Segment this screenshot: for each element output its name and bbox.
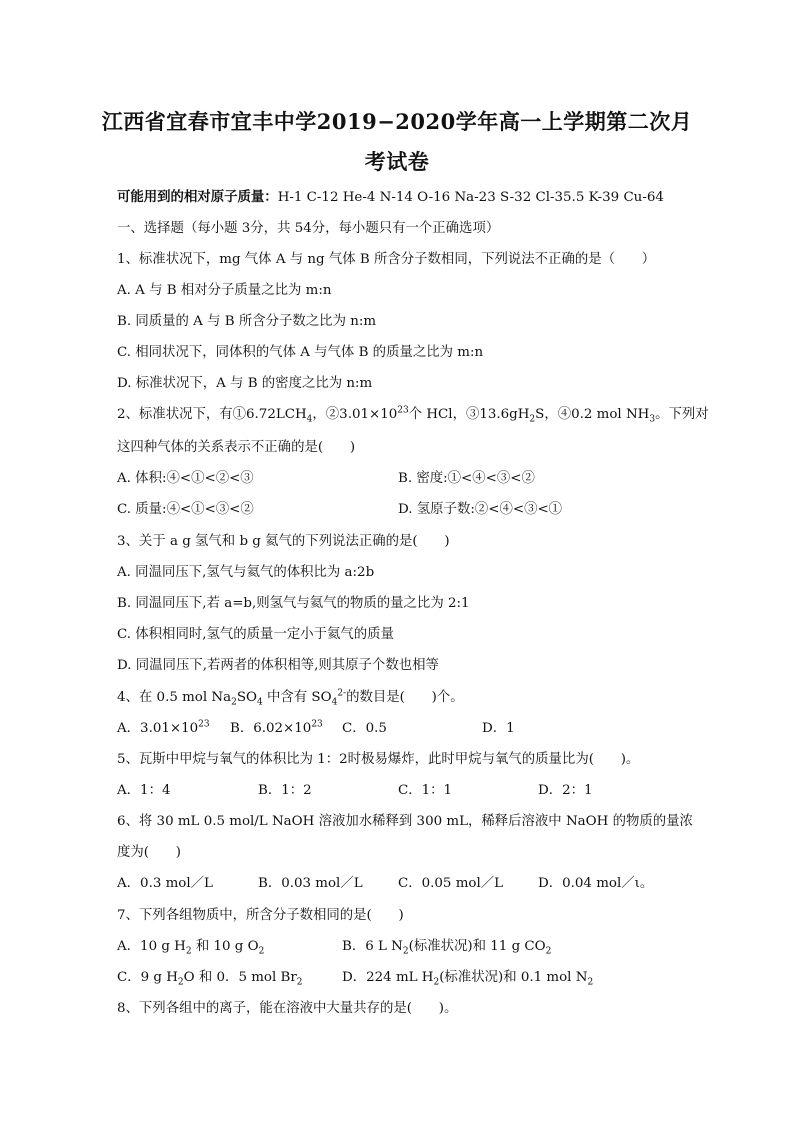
q7-subscript: 2 xyxy=(587,977,594,988)
q3-option-c: C. 体积相同时,氢气的质量一定小于氦气的质量 xyxy=(117,627,394,642)
q6-option-b: B．0.03 mol／L xyxy=(258,876,363,891)
q4-option-b-sup: 23 xyxy=(311,719,323,730)
q2-stem-line2: 这四种气体的关系表示不正确的是( ) xyxy=(117,440,356,455)
atomic-mass-line xyxy=(117,186,664,205)
q3-stem: 3、关于 a g 氢气和 b g 氦气的下列说法正确的是( ) xyxy=(117,534,450,549)
q7-option-c xyxy=(117,966,303,988)
q5-option-a: A．1：4 xyxy=(117,783,171,798)
q6-option-c: C．0.05 mol／L xyxy=(398,876,504,891)
q5-option-d: D．2：1 xyxy=(538,783,593,798)
q4-subscript: 2 xyxy=(231,697,237,708)
q4-stem-part: 中含有 SO xyxy=(262,690,332,705)
q2-option-c: C. 质量:④<①<③<② xyxy=(117,502,254,517)
q8-stem: 8、下列各组中的离子，能在溶液中大量共存的是( )。 xyxy=(117,1001,458,1016)
q4-stem-part: 4、在 0.5 mol Na xyxy=(117,690,232,705)
q4-option-a xyxy=(117,717,210,736)
exam-title-line1: 江西省宜春市宜丰中学2019−2020学年高一上学期第二次月 xyxy=(101,109,693,134)
q4-option-c: C．0.5 xyxy=(342,721,387,736)
q2-subscript: 2 xyxy=(529,414,536,425)
q6-option-d: D．0.04 mol／ι。 xyxy=(538,876,654,891)
q7-subscript: 2 xyxy=(545,946,552,957)
q1-stem: 1、标准状况下，mg 气体 A 与 ng 气体 B 所含分子数相同，下列说法不正确的是（ ） xyxy=(117,252,656,267)
q7-subscript: 2 xyxy=(177,977,184,988)
exam-title-line2: 考试卷 xyxy=(364,149,430,174)
q2-stem-part: ，②3.01×10 xyxy=(312,407,398,422)
q6-option-a: A．0.3 mol／L xyxy=(117,876,213,891)
q2-superscript: 23 xyxy=(397,405,409,416)
q7-option-b-text: B．6 L N xyxy=(342,939,403,954)
q7-option-c-text: C．9 g H xyxy=(117,970,178,985)
q2-option-b: B. 密度:①<④<③<② xyxy=(398,471,535,486)
q7-option-a-text: A．10 g H xyxy=(117,939,186,954)
q7-option-d xyxy=(342,966,594,988)
q4-subscript: 4 xyxy=(257,697,263,708)
q2-stem xyxy=(117,403,709,425)
q7-subscript: 2 xyxy=(185,946,192,957)
q4-option-a-text: A．3.01×10 xyxy=(117,721,199,736)
q2-subscript: 4 xyxy=(306,414,313,425)
q7-subscript: 2 xyxy=(258,946,265,957)
q4-option-d: D．1 xyxy=(482,721,515,736)
q2-stem-part: 2、标准状况下，有①6.72LCH xyxy=(117,407,307,422)
q7-option-d-text: (标准状况)和 0.1 mol N xyxy=(439,970,588,985)
q7-subscript: 2 xyxy=(402,946,409,957)
q3-option-b: B. 同温同压下,若 a=b,则氢气与氦气的物质的量之比为 2:1 xyxy=(117,596,470,611)
q7-option-b xyxy=(342,935,552,957)
q3-option-a: A. 同温同压下,氢气与氦气的体积比为 a:2b xyxy=(117,565,375,580)
q7-option-c-text: O 和 0．5 mol Br xyxy=(183,970,297,985)
section-heading: 一、选择题（每小题 3分，共 54分，每小题只有一个正确选项） xyxy=(117,221,500,236)
q7-option-a-text: 和 10 g O xyxy=(191,939,259,954)
q2-stem-part: 。下列对 xyxy=(655,407,709,422)
q7-option-d-text: D．224 mL H xyxy=(342,970,434,985)
q2-option-d: D. 氢原子数:②<④<③<① xyxy=(398,502,563,517)
q5-option-c: C．1：1 xyxy=(398,783,453,798)
q4-stem-part: SO xyxy=(236,690,257,705)
q2-stem-part: 个 HCl，③13.6gH xyxy=(408,407,530,422)
q2-option-a: A. 体积:④<①<②<③ xyxy=(117,471,254,486)
q4-option-b-text: B．6.02×10 xyxy=(230,721,312,736)
q4-superscript: 2- xyxy=(337,688,347,699)
q2-stem-part: S，④0.2 mol NH xyxy=(535,407,650,422)
q4-option-b xyxy=(230,717,323,736)
q1-option-c: C. 相同状况下，同体积的气体 A 与气体 B 的质量之比为 m:n xyxy=(117,345,484,360)
q5-stem: 5、瓦斯中甲烷与氧气的体积比为 1：2时极易爆炸，此时甲烷与氧气的质量比为( )。 xyxy=(117,752,640,767)
q6-stem: 6、将 30 mL 0.5 mol/L NaOH 溶液加水稀释到 300 mL，稀释后溶液中 NaOH 的物质的量浓 xyxy=(117,814,693,829)
q4-stem-part: 的数目是( )个。 xyxy=(346,690,464,705)
q2-subscript: 3 xyxy=(649,414,656,425)
q7-subscript: 2 xyxy=(296,977,303,988)
q3-option-d: D. 同温同压下,若两者的体积相等,则其原子个数也相等 xyxy=(117,658,439,673)
q4-option-a-sup: 23 xyxy=(198,719,210,730)
q5-option-b: B．1：2 xyxy=(258,783,312,798)
q1-option-b: B. 同质量的 A 与 B 所含分子数之比为 n:m xyxy=(117,314,377,329)
q7-stem: 7、下列各组物质中，所含分子数相同的是( ) xyxy=(117,908,404,923)
q1-option-d: D. 标准状况下，A 与 B 的密度之比为 n:m xyxy=(117,376,373,391)
q1-option-a: A. A 与 B 相对分子质量之比为 m:n xyxy=(117,283,332,298)
q7-option-a xyxy=(117,935,265,957)
atomic-mass-label: 可能用到的相对原子质量： xyxy=(117,189,278,205)
q7-option-b-text: (标准状况)和 11 g CO xyxy=(408,939,546,954)
q6-stem-line2: 度为( ) xyxy=(117,845,182,860)
atomic-mass-values: H-1 C-12 He-4 N-14 O-16 Na-23 S-32 Cl-35.5 K-39 Cu-64 xyxy=(277,190,664,205)
q4-subscript: 4 xyxy=(331,697,338,708)
q7-subscript: 2 xyxy=(433,977,440,988)
q4-stem xyxy=(117,686,464,708)
